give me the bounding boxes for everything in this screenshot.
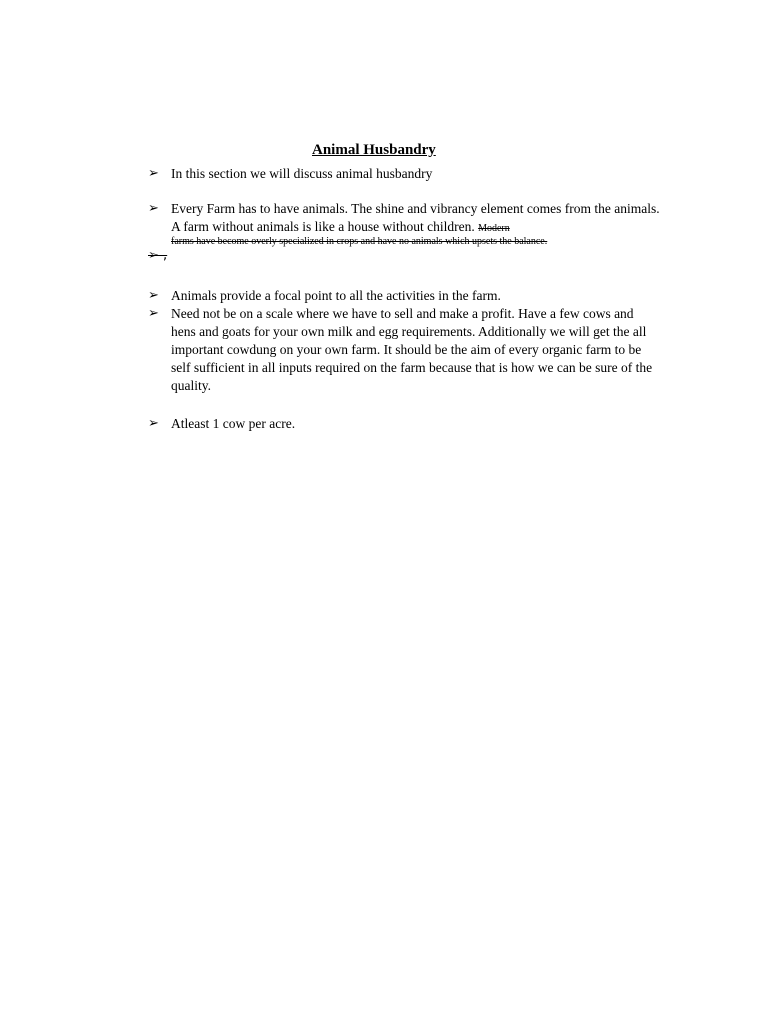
bullet-text: Need not be on a scale where we have to sell and make a profit. Have a few cows and hens and goats for your own milk and egg requirements. Additionally we will get the all important cowdung on your own farm. It should be the aim of every organic farm to be self sufficient in all inputs required on the farm because that is how we can be sure of the quality.	[171, 306, 653, 393]
bullet-text: Animals provide a focal point to all the activities in the farm.	[171, 288, 501, 303]
arrow-bullet-icon: ➢	[148, 306, 159, 321]
struck-text: Modern	[478, 223, 510, 234]
struck-text-line: farms have become overly specialized in crops and have no animals which upsets the balance.	[171, 236, 548, 247]
arrow-bullet-icon: ➢	[148, 166, 159, 181]
page-title: Animal Husbandry	[312, 142, 436, 158]
arrow-bullet-icon: ➢	[148, 201, 159, 216]
bullet-text	[171, 200, 661, 236]
struck-bullet: ➢ ,	[148, 248, 168, 263]
arrow-bullet-icon: ➢	[148, 416, 159, 431]
bullet-text-main: Every Farm has to have animals. The shine and vibrancy element comes from the animals. A farm without animals is like a house without children.	[171, 201, 660, 234]
arrow-bullet-icon: ➢	[148, 288, 159, 303]
bullet-text: Atleast 1 cow per acre.	[171, 416, 296, 431]
bullet-text: In this section we will discuss animal husbandry	[171, 166, 433, 181]
